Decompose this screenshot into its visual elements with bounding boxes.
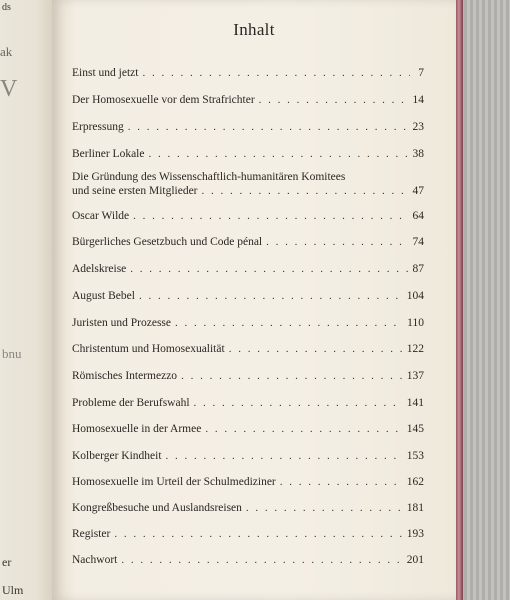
toc-entry-title: Register xyxy=(72,528,111,540)
dot-leader xyxy=(139,289,403,303)
dot-leader xyxy=(202,184,409,198)
toc-entry xyxy=(72,66,424,80)
toc-entry-title: Homosexuelle in der Armee xyxy=(72,423,202,435)
prev-page-fragment: ds xyxy=(2,2,11,13)
toc-page-number: 153 xyxy=(406,450,424,462)
toc-entry xyxy=(72,342,424,356)
dot-leader xyxy=(181,369,403,383)
previous-page-edge xyxy=(0,0,52,600)
dot-leader xyxy=(121,553,402,567)
prev-page-fragment: Ulm xyxy=(2,583,24,597)
toc-entry-title: und seine ersten Mitglieder xyxy=(72,185,198,197)
toc-entry xyxy=(72,396,424,410)
toc-entry xyxy=(72,147,424,161)
toc-entry-title: Christentum und Homosexualität xyxy=(72,343,225,355)
toc-entry-title: Adelskreise xyxy=(72,263,127,275)
contents-page xyxy=(52,0,456,600)
toc-entry-title: Bürgerliches Gesetzbuch und Code pénal xyxy=(72,236,263,248)
toc-entry xyxy=(72,316,424,330)
toc-entry xyxy=(72,235,424,249)
dot-leader xyxy=(175,316,403,330)
dot-leader xyxy=(205,422,402,436)
page-title: Inhalt xyxy=(233,20,275,39)
background-surface xyxy=(464,0,510,600)
dot-leader xyxy=(259,93,409,107)
toc-entry xyxy=(72,262,424,276)
toc-entry-title: Probleme der Berufswahl xyxy=(72,397,190,409)
toc-entry-title: August Bebel xyxy=(72,290,135,302)
dot-leader xyxy=(246,501,403,515)
toc-entry xyxy=(72,422,424,436)
toc-page-number: 162 xyxy=(406,476,424,488)
dot-leader xyxy=(266,235,408,249)
prev-page-fragment: bnu xyxy=(2,346,22,361)
toc-entry xyxy=(72,527,424,541)
toc-entry xyxy=(72,289,424,303)
toc-entry xyxy=(72,93,424,107)
dot-leader xyxy=(229,342,403,356)
toc-entry xyxy=(72,553,424,567)
toc-entry-title-line1: Die Gründung des Wissenschaftlich-humanitären Komitees xyxy=(72,171,346,183)
toc-entry xyxy=(72,170,424,198)
toc-page-number: 23 xyxy=(412,121,424,133)
toc-entry xyxy=(72,120,424,134)
prev-page-fragment: er xyxy=(2,555,12,569)
toc-entry xyxy=(72,209,424,223)
dot-leader xyxy=(130,262,408,276)
dot-leader xyxy=(114,527,402,541)
toc-entry-title: Kolberger Kindheit xyxy=(72,450,162,462)
toc-entry-title: Kongreßbesuche und Auslandsreisen xyxy=(72,502,242,514)
toc-page-number: 110 xyxy=(407,317,424,329)
toc-entry-title: Nachwort xyxy=(72,554,118,566)
toc-page-number: 181 xyxy=(406,502,424,514)
toc-entry-title: Einst und jetzt xyxy=(72,67,139,79)
prev-page-fragment: ak xyxy=(0,44,13,59)
toc-page-number: 122 xyxy=(406,343,424,355)
book-spine-edge xyxy=(455,0,463,600)
dot-leader xyxy=(166,449,403,463)
toc-entry-title: Oscar Wilde xyxy=(72,210,130,222)
toc-entry xyxy=(72,501,424,515)
toc-entry-title: Homosexuelle im Urteil der Schulmediziner xyxy=(72,476,276,488)
toc-page-number: 193 xyxy=(406,528,424,540)
toc-page-number: 64 xyxy=(412,210,424,222)
toc-entry-title: Juristen und Prozesse xyxy=(72,317,172,329)
toc-page-number: 47 xyxy=(412,185,424,197)
toc-entry-title: Römisches Intermezzo xyxy=(72,370,178,382)
toc-entry-title: Der Homosexuelle vor dem Strafrichter xyxy=(72,94,255,106)
toc-page-number: 14 xyxy=(412,94,424,106)
dot-leader xyxy=(280,475,403,489)
toc-entry xyxy=(72,475,424,489)
toc-entry xyxy=(72,369,424,383)
toc-page-number: 87 xyxy=(412,263,424,275)
toc-page-number: 145 xyxy=(406,423,424,435)
dot-leader xyxy=(142,66,410,80)
toc-entry-title: Erpressung xyxy=(72,121,124,133)
toc-page-number: 7 xyxy=(418,67,424,79)
toc-page-number: 74 xyxy=(412,236,424,248)
toc-page-number: 141 xyxy=(406,397,424,409)
toc-page-number: 201 xyxy=(406,554,424,566)
toc-entry xyxy=(72,449,424,463)
prev-page-fragment: V xyxy=(0,76,18,102)
dot-leader xyxy=(194,396,403,410)
dot-leader xyxy=(128,120,409,134)
toc-page-number: 137 xyxy=(406,370,424,382)
toc-entry-title: Berliner Lokale xyxy=(72,148,145,160)
dot-leader xyxy=(133,209,408,223)
dot-leader xyxy=(148,147,408,161)
toc-page-number: 104 xyxy=(406,290,424,302)
toc-page-number: 38 xyxy=(412,148,424,160)
